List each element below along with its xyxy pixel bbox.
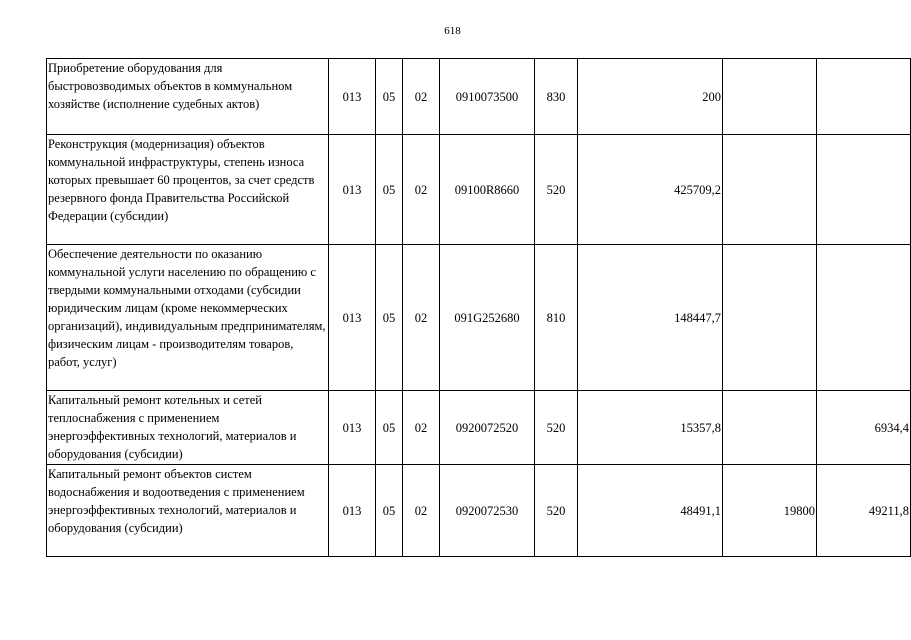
amount-year-1: 48491,1	[578, 465, 723, 557]
page-number: 618	[444, 25, 461, 37]
row-name: Реконструкция (модернизация) объектов коммунальной инфраструктуры, степень износа которых превышает 60 процентов, за счет средств резервного фонда Правительства Российской Федерации (субсидии)	[47, 135, 329, 245]
expense-type-code: 810	[535, 245, 578, 391]
table-row	[47, 465, 911, 557]
target-article-code: 0920072530	[440, 465, 535, 557]
table-row	[47, 59, 911, 135]
subsection-code: 02	[403, 391, 440, 465]
amount-year-1: 425709,2	[578, 135, 723, 245]
expense-type-code: 520	[535, 135, 578, 245]
target-article-code: 09100R8660	[440, 135, 535, 245]
expense-type-code: 520	[535, 465, 578, 557]
amount-year-3: 49211,8	[817, 465, 911, 557]
subsection-code: 02	[403, 245, 440, 391]
row-name: Обеспечение деятельности по оказанию коммунальной услуги населению по обращению с твердыми коммунальными отходами (субсидии юридическим лицам (кроме некоммерческих организаций), индивидуальным предпринимателям, физическим лицам - производителям товаров, работ, услуг)	[47, 245, 329, 391]
subsection-code: 02	[403, 465, 440, 557]
ministry-code: 013	[329, 465, 376, 557]
ministry-code: 013	[329, 135, 376, 245]
section-code: 05	[376, 465, 403, 557]
section-code: 05	[376, 59, 403, 135]
amount-year-2	[723, 391, 817, 465]
amount-year-2	[723, 59, 817, 135]
expense-type-code: 830	[535, 59, 578, 135]
amount-year-3	[817, 245, 911, 391]
table-row	[47, 245, 911, 391]
table-row	[47, 135, 911, 245]
amount-year-2: 19800	[723, 465, 817, 557]
amount-year-1: 148447,7	[578, 245, 723, 391]
subsection-code: 02	[403, 135, 440, 245]
section-code: 05	[376, 245, 403, 391]
row-name: Капитальный ремонт объектов систем водоснабжения и водоотведения с применением энергоэффективных технологий, материалов и оборудования (субсидии)	[47, 465, 329, 557]
table-row	[47, 391, 911, 465]
target-article-code: 0910073500	[440, 59, 535, 135]
amount-year-1: 200	[578, 59, 723, 135]
ministry-code: 013	[329, 245, 376, 391]
row-name: Приобретение оборудования для быстровозводимых объектов в коммунальном хозяйстве (исполнение судебных актов)	[47, 59, 329, 135]
subsection-code: 02	[403, 59, 440, 135]
expense-type-code: 520	[535, 391, 578, 465]
amount-year-3	[817, 59, 911, 135]
target-article-code: 0920072520	[440, 391, 535, 465]
amount-year-3: 6934,4	[817, 391, 911, 465]
target-article-code: 091G252680	[440, 245, 535, 391]
ministry-code: 013	[329, 59, 376, 135]
row-name: Капитальный ремонт котельных и сетей теплоснабжения с применением энергоэффективных технологий, материалов и оборудования (субсидии)	[47, 391, 329, 465]
amount-year-1: 15357,8	[578, 391, 723, 465]
amount-year-2	[723, 245, 817, 391]
amount-year-3	[817, 135, 911, 245]
budget-table	[46, 58, 911, 557]
ministry-code: 013	[329, 391, 376, 465]
amount-year-2	[723, 135, 817, 245]
section-code: 05	[376, 135, 403, 245]
section-code: 05	[376, 391, 403, 465]
